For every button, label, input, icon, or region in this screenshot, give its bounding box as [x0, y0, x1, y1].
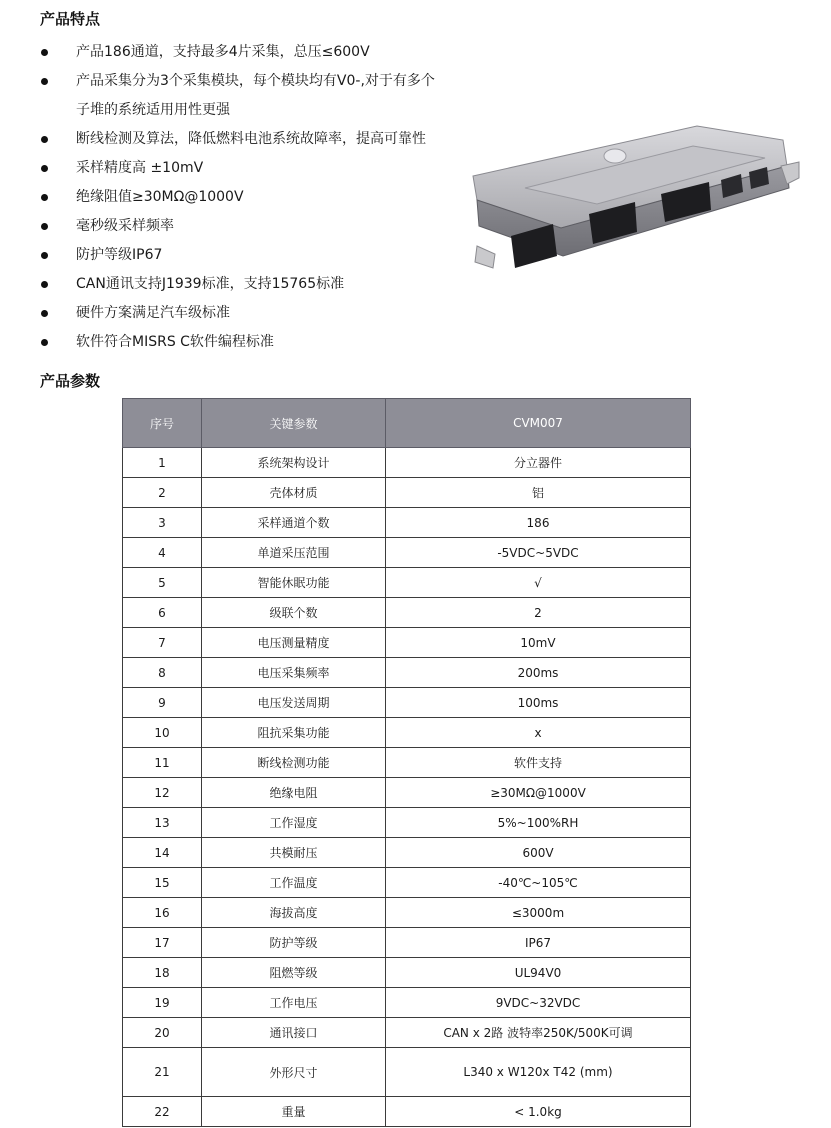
table-row [123, 748, 691, 778]
param-name: 电压采集频率 [202, 658, 386, 688]
params-heading: 产品参数 [40, 372, 101, 390]
table-row [123, 868, 691, 898]
param-value: 软件支持 [386, 748, 691, 778]
row-index: 19 [123, 988, 202, 1018]
row-index: 9 [123, 688, 202, 718]
param-name: 壳体材质 [202, 478, 386, 508]
features-heading: 产品特点 [40, 10, 101, 28]
feature-item [40, 38, 510, 67]
row-index: 14 [123, 838, 202, 868]
feature-item [40, 183, 510, 212]
table-row [123, 898, 691, 928]
param-value: ≤3000m [386, 898, 691, 928]
table-header-row [123, 399, 691, 448]
param-value: -40℃~105℃ [386, 868, 691, 898]
bullet-icon [41, 252, 48, 259]
feature-item [40, 67, 510, 125]
param-value: 600V [386, 838, 691, 868]
bullet-icon [41, 223, 48, 230]
param-name: 阻抗采集功能 [202, 718, 386, 748]
table-row [123, 1048, 691, 1097]
feature-text: 产品采集分为3个采集模块，每个模块均有V0-,对于有多个 [76, 73, 435, 89]
table-row [123, 688, 691, 718]
feature-text: 软件符合MISRS C软件编程标准 [76, 334, 274, 350]
table-row [123, 448, 691, 478]
bullet-icon [41, 310, 48, 317]
row-index: 15 [123, 868, 202, 898]
param-value: 2 [386, 598, 691, 628]
feature-item [40, 299, 510, 328]
bullet-icon [41, 339, 48, 346]
bullet-icon [41, 78, 48, 85]
table-row [123, 808, 691, 838]
row-index: 20 [123, 1018, 202, 1048]
table-row [123, 598, 691, 628]
param-value: √ [386, 568, 691, 598]
row-index: 22 [123, 1097, 202, 1127]
param-name: 重量 [202, 1097, 386, 1127]
row-index: 11 [123, 748, 202, 778]
table-row [123, 1097, 691, 1127]
row-index: 12 [123, 778, 202, 808]
row-index: 1 [123, 448, 202, 478]
row-index: 21 [123, 1048, 202, 1097]
row-index: 8 [123, 658, 202, 688]
param-name: 采样通道个数 [202, 508, 386, 538]
param-value: x [386, 718, 691, 748]
bullet-icon [41, 49, 48, 56]
row-index: 13 [123, 808, 202, 838]
param-name: 绝缘电阻 [202, 778, 386, 808]
table-row [123, 778, 691, 808]
table-row [123, 838, 691, 868]
table-row [123, 508, 691, 538]
feature-text: 硬件方案满足汽车级标准 [76, 305, 230, 321]
param-value: 9VDC~32VDC [386, 988, 691, 1018]
column-header-index: 序号 [123, 399, 202, 448]
row-index: 6 [123, 598, 202, 628]
feature-text: 防护等级IP67 [76, 247, 163, 263]
param-name: 级联个数 [202, 598, 386, 628]
table-row [123, 658, 691, 688]
param-name: 外形尺寸 [202, 1048, 386, 1097]
row-index: 16 [123, 898, 202, 928]
feature-item [40, 328, 510, 357]
param-value: 铝 [386, 478, 691, 508]
param-value: UL94V0 [386, 958, 691, 988]
param-value: L340 x W120x T42 (mm) [386, 1048, 691, 1097]
row-index: 10 [123, 718, 202, 748]
features-list [40, 38, 510, 357]
row-index: 18 [123, 958, 202, 988]
bullet-icon [41, 165, 48, 172]
row-index: 2 [123, 478, 202, 508]
param-name: 电压测量精度 [202, 628, 386, 658]
params-table [122, 398, 691, 1127]
feature-item [40, 154, 510, 183]
column-header-param: 关键参数 [202, 399, 386, 448]
product-image [465, 118, 805, 288]
param-name: 智能休眠功能 [202, 568, 386, 598]
row-index: 5 [123, 568, 202, 598]
bullet-icon [41, 136, 48, 143]
param-value: 100ms [386, 688, 691, 718]
table-row [123, 1018, 691, 1048]
param-value: CAN x 2路 波特率250K/500K可调 [386, 1018, 691, 1048]
param-name: 通讯接口 [202, 1018, 386, 1048]
table-row [123, 568, 691, 598]
feature-item [40, 241, 510, 270]
feature-text: 绝缘阻值≥30MΩ@1000V [76, 189, 244, 205]
row-index: 7 [123, 628, 202, 658]
row-index: 4 [123, 538, 202, 568]
row-index: 3 [123, 508, 202, 538]
param-value: 200ms [386, 658, 691, 688]
table-body [123, 448, 691, 1127]
param-value: -5VDC~5VDC [386, 538, 691, 568]
param-name: 单道采压范围 [202, 538, 386, 568]
bullet-icon [41, 281, 48, 288]
feature-text: 产品186通道，支持最多4片采集，总压≤600V [76, 44, 370, 60]
param-name: 防护等级 [202, 928, 386, 958]
param-name: 工作湿度 [202, 808, 386, 838]
feature-item [40, 212, 510, 241]
param-value: ≥30MΩ@1000V [386, 778, 691, 808]
param-value: 10mV [386, 628, 691, 658]
param-value: 186 [386, 508, 691, 538]
feature-text: 采样精度高 ±10mV [76, 160, 204, 176]
feature-item [40, 270, 510, 299]
table-row [123, 628, 691, 658]
feature-text: 断线检测及算法，降低燃料电池系统故障率，提高可靠性 [76, 131, 426, 147]
bullet-icon [41, 194, 48, 201]
table-row [123, 958, 691, 988]
table-row [123, 718, 691, 748]
param-value: IP67 [386, 928, 691, 958]
feature-item [40, 125, 510, 154]
param-name: 共模耐压 [202, 838, 386, 868]
param-value: < 1.0kg [386, 1097, 691, 1127]
param-value: 分立器件 [386, 448, 691, 478]
param-name: 阻燃等级 [202, 958, 386, 988]
param-name: 工作温度 [202, 868, 386, 898]
feature-text-continued: 子堆的系统适用用性更强 [76, 102, 230, 118]
table-row [123, 478, 691, 508]
table-row [123, 988, 691, 1018]
param-name: 系统架构设计 [202, 448, 386, 478]
feature-text: CAN通讯支持J1939标准，支持15765标准 [76, 276, 345, 292]
param-value: 5%~100%RH [386, 808, 691, 838]
feature-text: 毫秒级采样频率 [76, 218, 174, 234]
param-name: 断线检测功能 [202, 748, 386, 778]
table-row [123, 928, 691, 958]
param-name: 电压发送周期 [202, 688, 386, 718]
param-name: 海拔高度 [202, 898, 386, 928]
column-header-model: CVM007 [386, 399, 691, 448]
row-index: 17 [123, 928, 202, 958]
table-row [123, 538, 691, 568]
param-name: 工作电压 [202, 988, 386, 1018]
